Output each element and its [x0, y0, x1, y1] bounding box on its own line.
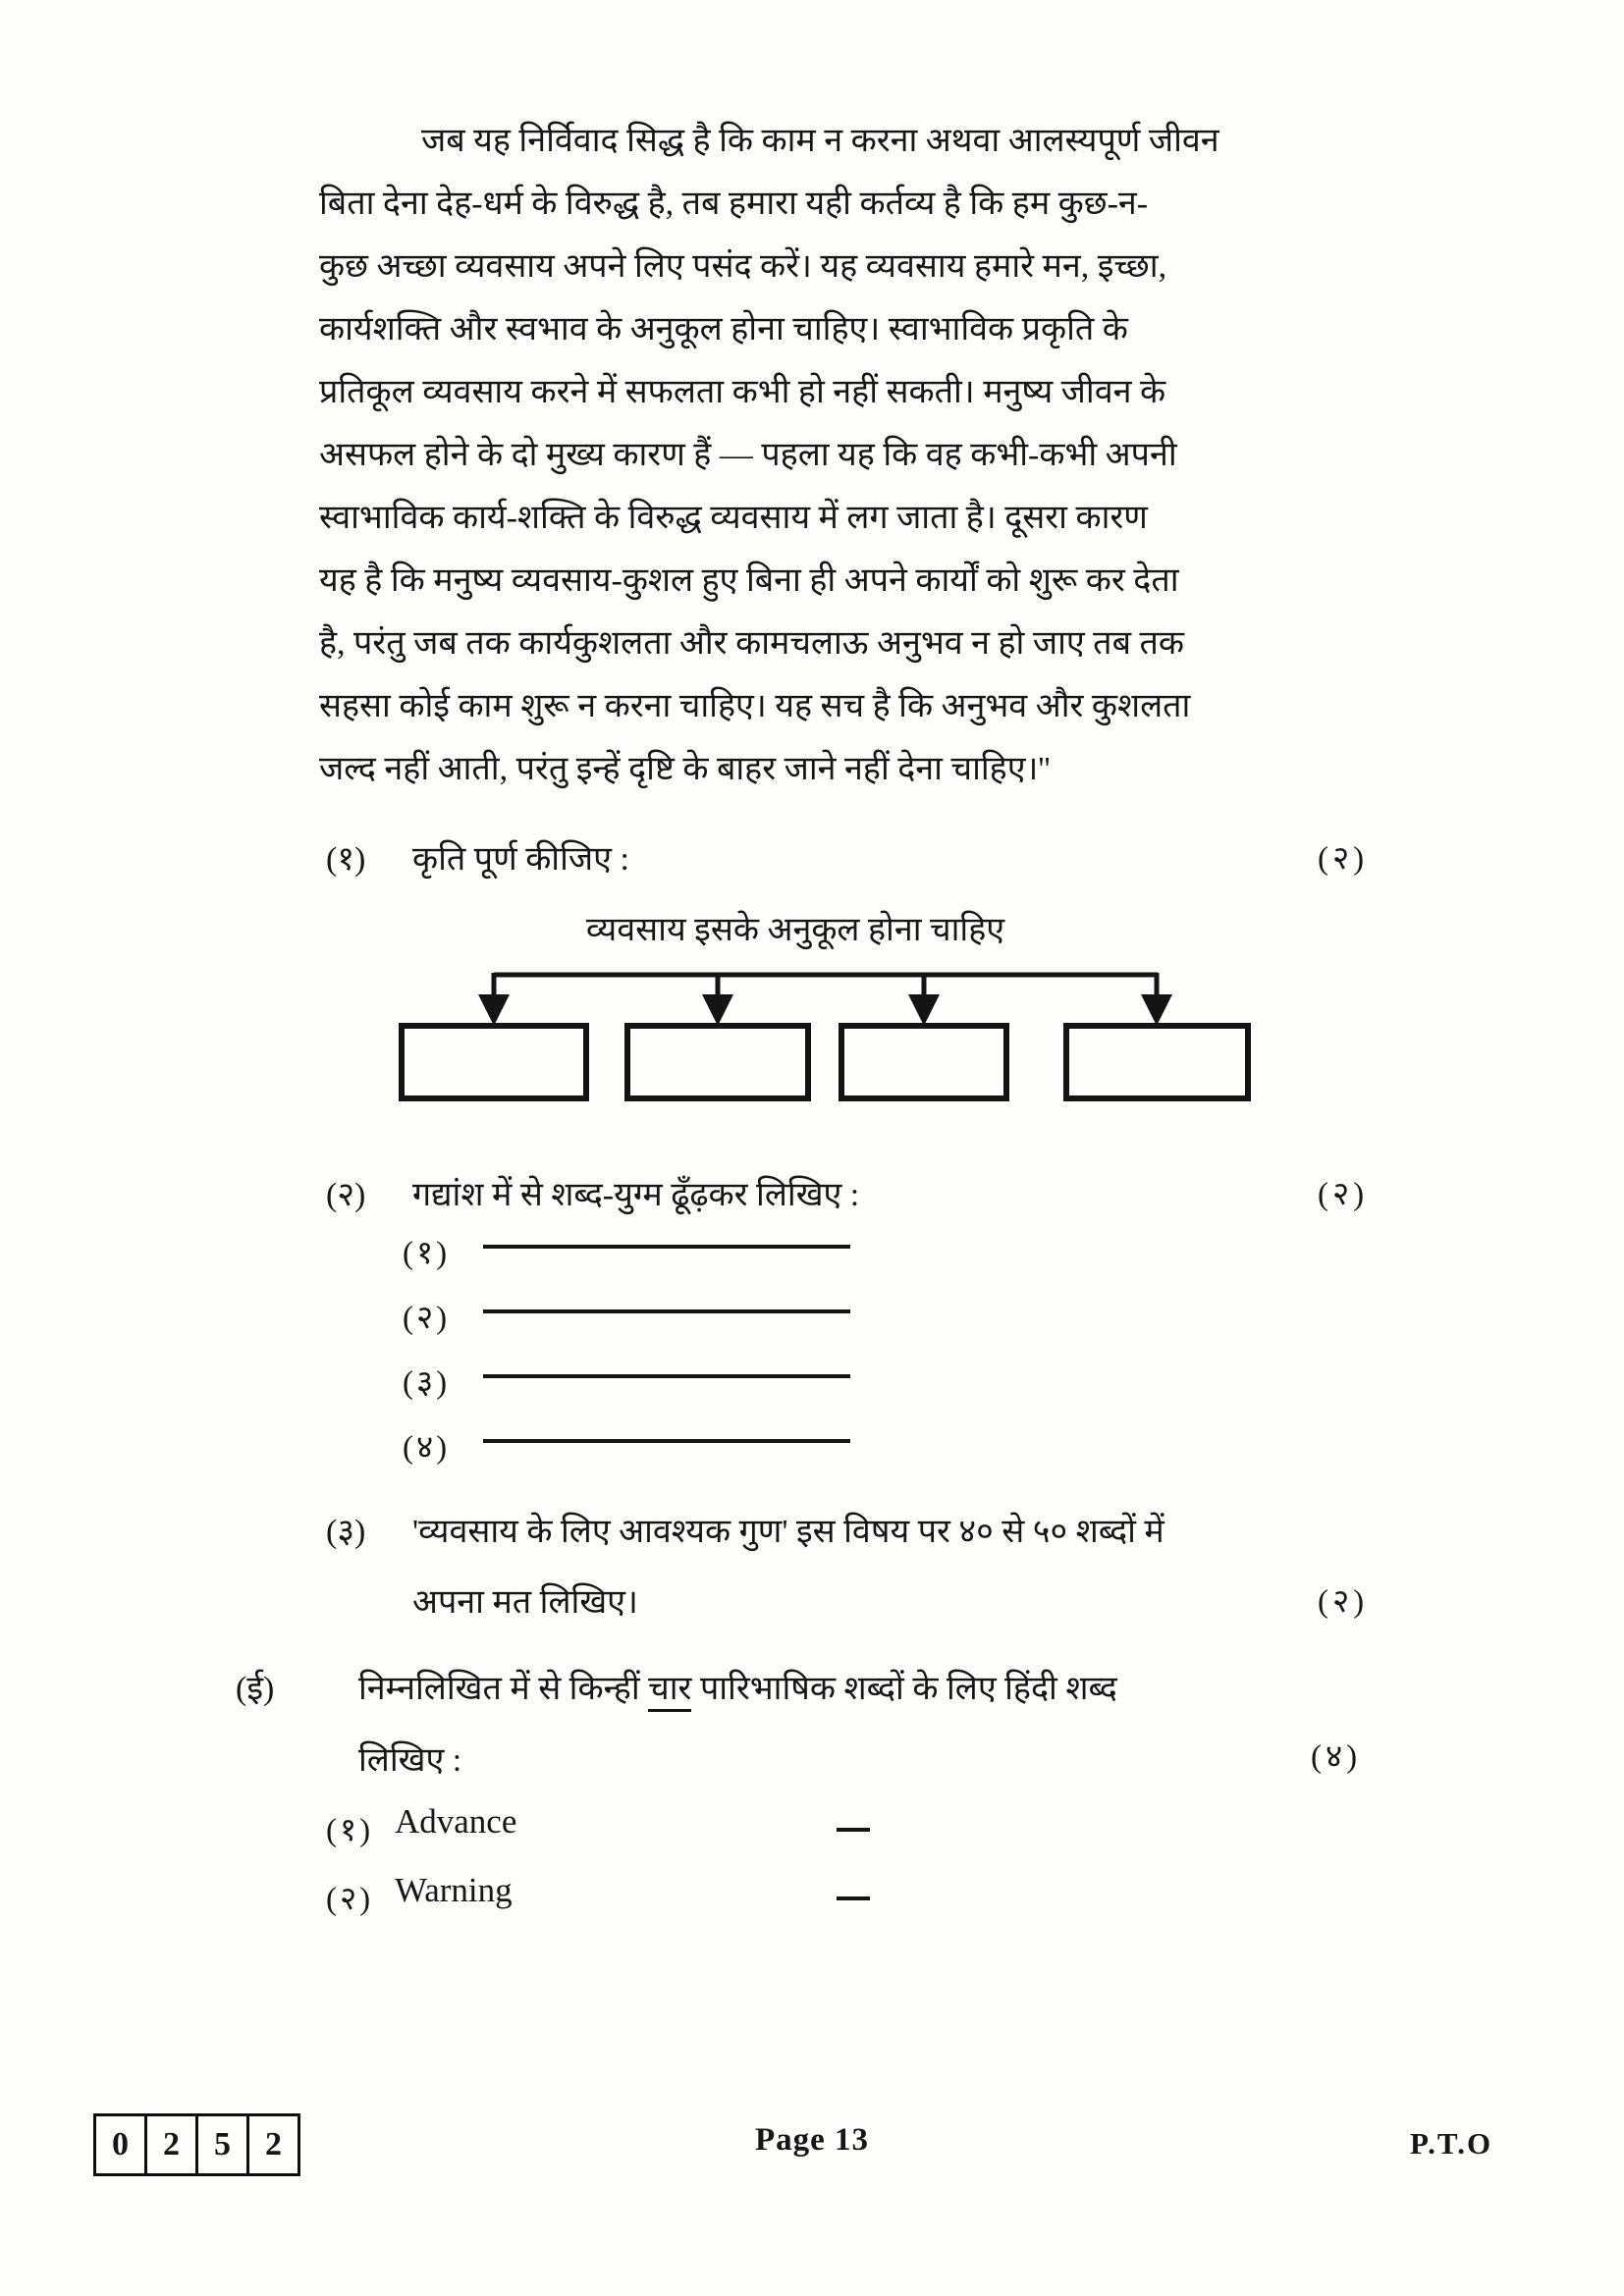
question-2-number: (२) — [326, 1177, 366, 1213]
code-digit: 2 — [144, 2113, 198, 2176]
completion-diagram — [391, 967, 1255, 1106]
passage-line: कुछ अच्छा व्यवसाय अपने लिए पसंद करें। यह व्यवसाय हमारे मन, इच्छा, — [319, 248, 1167, 285]
passage-line: है, परंतु जब तक कार्यकुशलता और कामचलाऊ अनुभव न हो जाए तब तक — [319, 625, 1184, 662]
question-1-marks: (२) — [1318, 841, 1369, 877]
code-digit: 0 — [93, 2113, 147, 2176]
answer-box-4[interactable] — [1066, 1026, 1248, 1098]
question-2-marks: (२) — [1318, 1177, 1369, 1212]
answer-blank-4[interactable] — [483, 1439, 850, 1443]
section-e-text-line2: लिखिए : — [358, 1742, 462, 1779]
answer-box-1[interactable] — [402, 1026, 586, 1098]
term-item-dash[interactable] — [837, 1828, 870, 1832]
passage-block — [319, 110, 1429, 801]
term-item-dash[interactable] — [837, 1896, 870, 1900]
passage-line: प्रतिकूल व्यवसाय करने में सफलता कभी हो नहीं सकती। मनुष्य जीवन के — [319, 374, 1166, 410]
question-3-text-line2: अपना मत लिखिए। — [412, 1584, 638, 1621]
question-3-marks: (२) — [1318, 1584, 1369, 1620]
answer-blank-2[interactable] — [483, 1309, 850, 1313]
arrow-down-icon — [702, 994, 733, 1026]
arrow-down-icon — [1141, 994, 1172, 1026]
pto-label: P.T.O — [1410, 2126, 1493, 2161]
code-digit: 2 — [246, 2113, 300, 2176]
answer-blank-1[interactable] — [483, 1245, 850, 1249]
passage-line: जल्द नहीं आती, परंतु इन्हें दृष्टि के बाहर जाने नहीं देना चाहिए।'' — [319, 751, 1051, 787]
page-number-label: Page 13 — [754, 2122, 870, 2158]
term-item-word: Advance — [395, 1802, 517, 1841]
answer-box-3[interactable] — [841, 1026, 1006, 1098]
section-e-marks: (४) — [1311, 1739, 1362, 1775]
passage-line: जब यह निर्विवाद सिद्ध है कि काम न करना अथवा आलस्यपूर्ण जीवन — [421, 123, 1219, 159]
question-1-number: (१) — [326, 841, 366, 878]
section-e-text-pre: निम्नलिखित में से किन्हीं — [358, 1671, 649, 1707]
blank-label-2: (२) — [403, 1301, 451, 1336]
question-3-text-line1: 'व्यवसाय के लिए आवश्यक गुण' इस विषय पर ४० से ५० शब्दों में — [412, 1514, 1164, 1550]
blank-label-1: (१) — [403, 1236, 451, 1271]
passage-line: स्वाभाविक कार्य-शक्ति के विरुद्ध व्यवसाय में लग जाता है। दूसरा कारण — [319, 500, 1148, 536]
term-item-number: (२) — [326, 1882, 374, 1917]
term-item-word: Warning — [395, 1871, 513, 1909]
question-3-number: (३) — [326, 1514, 366, 1550]
passage-line: कार्यशक्ति और स्वभाव के अनुकूल होना चाहिए। स्वाभाविक प्रकृति के — [319, 311, 1128, 347]
diagram-title: व्यवसाय इसके अनुकूल होना चाहिए — [585, 912, 1005, 948]
blank-label-3: (३) — [403, 1365, 451, 1401]
answer-blank-3[interactable] — [483, 1374, 850, 1378]
question-1-text: कृति पूर्ण कीजिए : — [412, 841, 629, 878]
question-2-text: गद्यांश में से शब्द-युग्म ढूँढ़कर लिखिए : — [412, 1177, 860, 1213]
blank-label-4: (४) — [403, 1430, 451, 1466]
passage-line: बिता देना देह-धर्म के विरुद्ध है, तब हमारा यही कर्तव्य है कि हम कुछ-न- — [319, 186, 1149, 222]
section-e-text-underlined: चार — [648, 1671, 691, 1712]
arrow-down-icon — [478, 994, 510, 1026]
term-item-number: (१) — [326, 1813, 374, 1848]
section-e-number: (ई) — [236, 1671, 275, 1707]
section-e-text-line1 — [358, 1664, 1117, 1709]
code-digit: 5 — [195, 2113, 249, 2176]
passage-line: सहसा कोई काम शुरू न करना चाहिए। यह सच है कि अनुभव और कुशलता — [319, 688, 1191, 724]
answer-box-2[interactable] — [627, 1026, 808, 1098]
passage-line: यह है कि मनुष्य व्यवसाय-कुशल हुए बिना ही अपने कार्यों को शुरू कर देता — [319, 562, 1179, 599]
section-e-text-post: पारिभाषिक शब्दों के लिए हिंदी शब्द — [691, 1671, 1117, 1707]
passage-line: असफल होने के दो मुख्य कारण हैं — पहला यह कि वह कभी-कभी अपनी — [319, 437, 1177, 473]
arrow-down-icon — [908, 994, 940, 1026]
